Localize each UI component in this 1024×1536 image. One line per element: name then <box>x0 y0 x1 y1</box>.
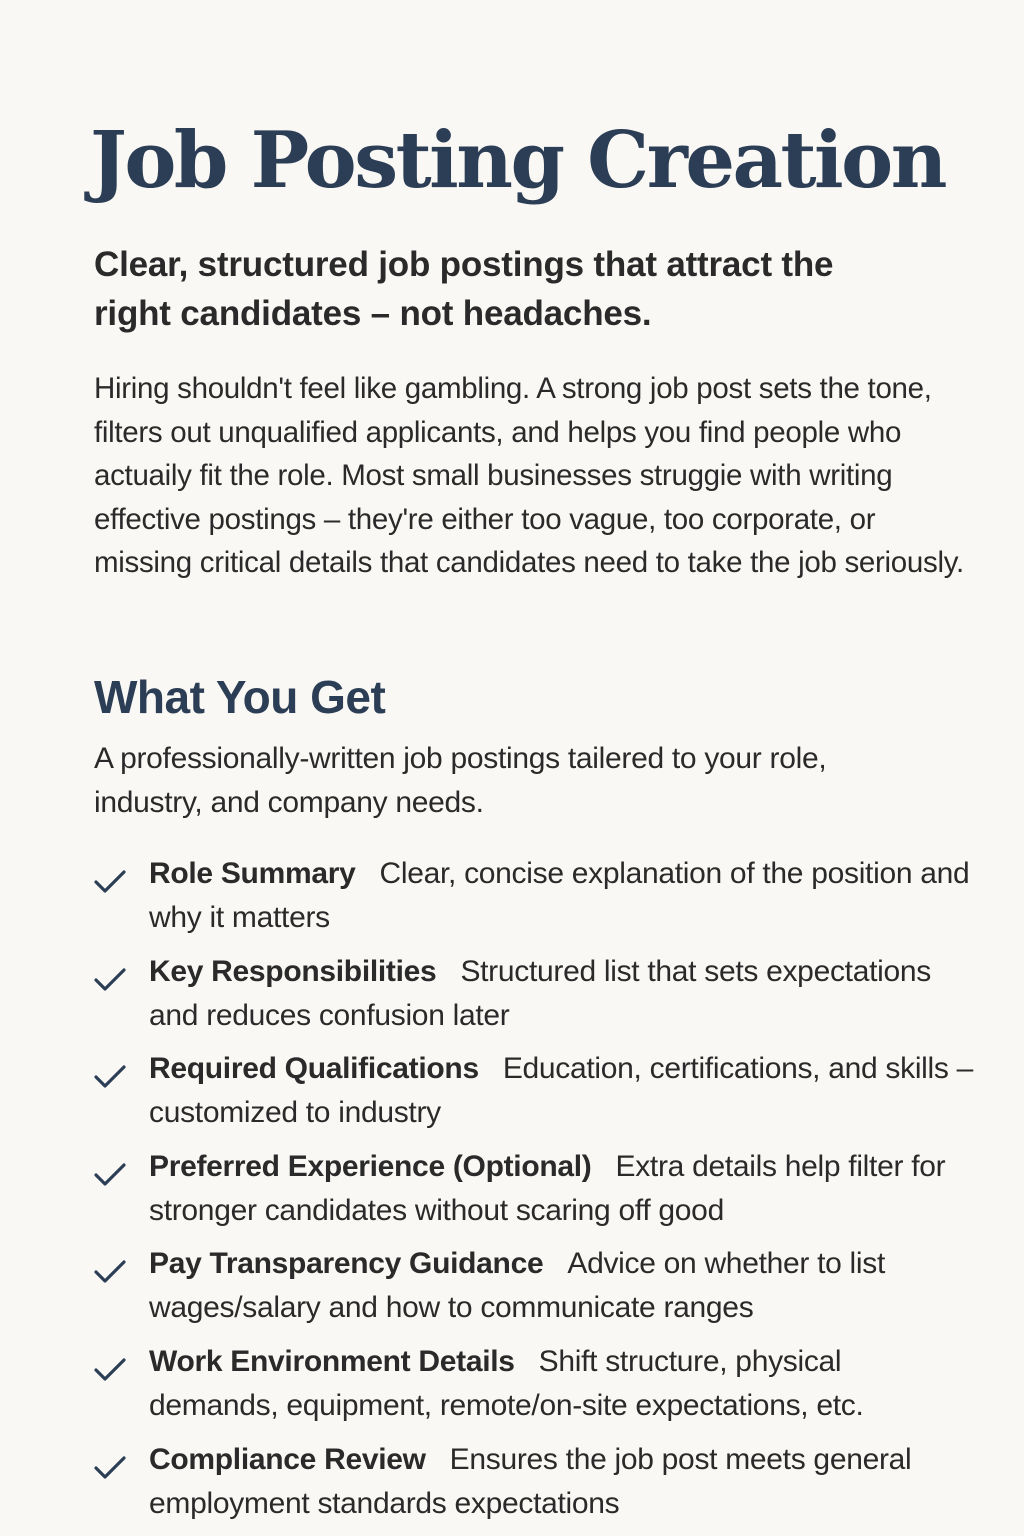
feature-item-pay-transparency <box>94 1242 974 1340</box>
feature-item-key-responsibilities <box>94 950 974 1048</box>
feature-description: Ensures the job post meets general employment standards expectations <box>149 1442 912 1520</box>
check-icon <box>94 1351 126 1375</box>
feature-description: Advice on whether to list wages/salary and how to communicate ranges <box>149 1247 886 1325</box>
feature-title: Role Summary <box>149 857 356 890</box>
page-title: Job Posting Creation <box>90 115 945 206</box>
feature-description: Structured list that sets expectations and reduces confusion later <box>149 954 931 1032</box>
feature-description: Extra details help filter for stronger candidates without scaring off good <box>149 1149 946 1227</box>
feature-item-compliance-review <box>94 1438 974 1536</box>
what-you-get-heading: What You Get <box>94 671 386 723</box>
feature-title: Preferred Experience (Optional) <box>149 1149 592 1183</box>
feature-title: Work Environment Details <box>149 1344 515 1378</box>
check-icon <box>94 961 126 985</box>
check-icon <box>94 1058 126 1082</box>
feature-title: Key Responsibilities <box>149 954 437 988</box>
check-icon <box>94 863 126 887</box>
feature-item-preferred-experience <box>94 1145 974 1243</box>
feature-item-required-qualifications <box>94 1047 974 1145</box>
feature-description: Clear, concise explanation of the position and why it matters <box>149 857 970 934</box>
feature-description: Shift structure, physical demands, equipment, remote/on-site expectations, etc. <box>149 1344 864 1422</box>
what-you-get-lead: A professionally-written job postings tailered to your role, industry, and company needs. <box>94 742 827 819</box>
intro-paragraph: Hiring shouldn't feel like gambling. A strong job post sets the tone, filters out unqualified applicants, and helps you find people who actuaily fit the role. Most small businesses struggie with writing effective postings – they're either too vague, too corporate, or missing critical details that candidates need to take the job seriously. <box>94 372 964 579</box>
feature-title: Required Qualifications <box>149 1052 479 1086</box>
feature-title: Compliance Review <box>149 1442 426 1476</box>
check-icon <box>94 1156 126 1180</box>
check-icon <box>94 1253 126 1277</box>
feature-description: Education, certifications, and skills –customized to industry <box>149 1052 974 1130</box>
feature-item-role-summary <box>94 852 974 950</box>
check-icon <box>94 1449 126 1473</box>
feature-list <box>94 852 974 1535</box>
page-subtitle: Clear, structured job postings that attract the right candidates – not headaches. <box>94 245 834 333</box>
feature-item-work-environment <box>94 1340 974 1438</box>
feature-title: Pay Transparency Guidance <box>149 1247 544 1281</box>
